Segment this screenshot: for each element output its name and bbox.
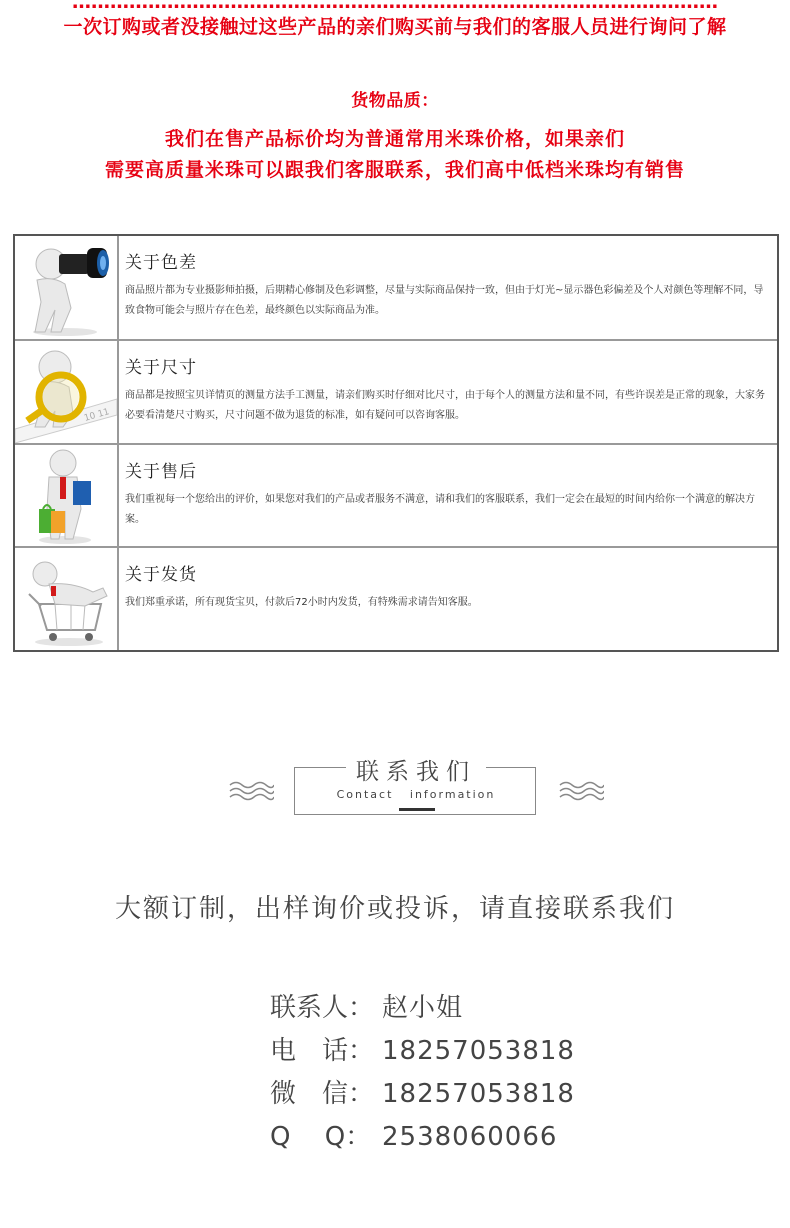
wave-left-icon [228,779,274,801]
info-row-text: 商品都是按照宝贝详情页的测量方法手工测量，请亲们购买时仔细对比尺寸，由于每个人的测量方法和量不同，有些许误差是正常的现象，大家务必要看清楚尺寸购买，尺寸问题不做为退货的标准，如有疑问可以咨询客服。 [125,390,765,421]
info-row-title: 关于发货 [125,565,197,585]
info-row-shipping [15,548,777,650]
svg-text:10 11: 10 11 [83,407,111,424]
contact-title-box [294,759,536,815]
contact-header [0,755,790,825]
shopping-cart-figure-icon [15,548,119,650]
contact-item-phone [270,1031,575,1074]
info-row-size [15,341,777,445]
camera-figure-icon [15,236,119,339]
contact-value[interactable]: 2538060066 [382,1122,558,1152]
contact-item-qq [270,1117,575,1160]
info-table [13,234,779,652]
info-row-text: 我们重视每一个您给出的评价，如果您对我们的产品或者服务不满意，请和我们的客服联系，我们一定会在最短的时间内给你一个满意的解决方案。 [125,494,755,525]
contact-tagline: 大额订制，出样询价或投诉，请直接联系我们 [114,894,675,924]
info-row-title: 关于售后 [125,462,197,482]
contact-underline [399,808,435,811]
info-row-text: 商品照片都为专业摄影师拍摄，后期精心修制及色彩调整，尽量与实际商品保持一致，但由于灯光~显示器色彩偏差及个人对颜色等理解不同，导致食物可能会与照片存在色差，最终颜色以实际商品为准。 [125,285,764,316]
quality-line-1: 我们在售产品标价均为普通常用米珠价格，如果亲们 [164,128,625,150]
info-row-color [15,236,777,341]
intro-line: 一次订购或者没接触过这些产品的亲们购买前与我们的客服人员进行询问了解 [63,16,727,38]
shopping-bags-figure-icon [15,445,119,546]
quality-line-2: 需要高质量米珠可以跟我们客服联系，我们高中低档米珠均有销售 [104,159,685,181]
contact-item-wechat [270,1074,575,1117]
intro-line-partial: ………………………………………………………………………………………… [72,0,718,11]
info-row-service [15,445,777,548]
contact-title: 联系我们 [346,759,486,785]
contact-label: 联系人： [270,993,375,1023]
contact-item-person [270,988,575,1031]
contact-list [270,988,575,1160]
contact-subtitle: Contact information [336,788,496,801]
contact-value[interactable]: 赵小姐 [382,993,464,1023]
info-row-title: 关于色差 [125,253,197,273]
contact-label: 微 信： [270,1079,375,1109]
contact-value[interactable]: 18257053818 [382,1036,575,1066]
contact-label: Q Q： [270,1122,372,1152]
info-row-text: 我们郑重承诺，所有现货宝贝，付款后72小时内发货，有特殊需求请告知客服。 [125,597,478,608]
contact-value[interactable]: 18257053818 [382,1079,575,1109]
info-row-title: 关于尺寸 [125,358,197,378]
wave-right-icon [558,779,604,801]
ruler-magnifier-figure-icon [15,341,119,443]
quality-title: 货物品质： [351,91,439,111]
contact-label: 电 话： [270,1036,375,1066]
